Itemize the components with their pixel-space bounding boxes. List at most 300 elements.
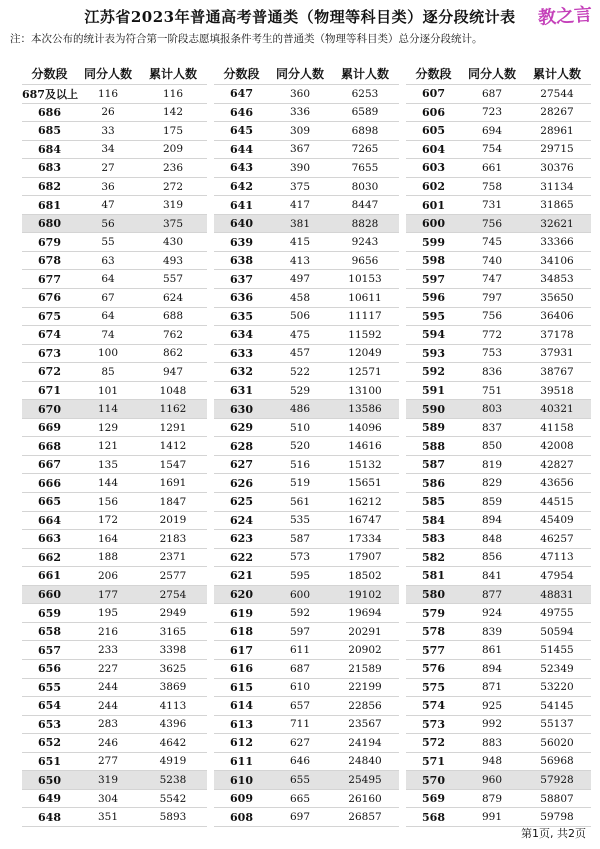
count-cell: 711 (289, 718, 311, 731)
page-number: 第1页, 共2页 (521, 827, 586, 840)
score-cell: 655 (38, 680, 61, 694)
table-row (22, 603, 207, 622)
table-row (406, 307, 591, 326)
table-row (406, 715, 591, 734)
score-cell: 642 (230, 180, 253, 193)
table-row (406, 121, 591, 140)
count-cell: 687 (289, 662, 311, 675)
count-cell: 510 (289, 421, 311, 434)
cumulative-cell: 2019 (159, 514, 187, 527)
count-cell: 772 (481, 328, 503, 341)
table-rows (214, 84, 399, 827)
count-cell: 522 (289, 365, 311, 378)
table-row (22, 269, 207, 288)
table-row (22, 529, 207, 548)
table-row (406, 381, 591, 400)
table-row (22, 399, 207, 418)
score-cell: 662 (38, 550, 61, 564)
count-cell: 497 (289, 273, 311, 286)
table-row (406, 770, 591, 789)
score-cell: 574 (422, 699, 445, 713)
score-cell: 598 (422, 254, 445, 268)
count-cell: 34 (101, 143, 115, 156)
score-cell: 683 (38, 161, 61, 175)
cumulative-cell: 3165 (159, 625, 187, 638)
score-cell: 593 (422, 346, 445, 360)
score-cell: 641 (230, 198, 253, 212)
cumulative-cell: 1412 (159, 440, 187, 453)
table-row (406, 807, 591, 826)
count-cell: 506 (289, 310, 311, 323)
count-cell: 244 (97, 699, 119, 712)
table-row (214, 659, 399, 678)
count-cell: 233 (97, 644, 119, 657)
score-cell: 653 (38, 717, 61, 731)
count-cell: 177 (97, 588, 119, 601)
table-row (214, 511, 399, 530)
table-row (406, 232, 591, 251)
count-cell: 458 (289, 291, 311, 304)
table-row (406, 158, 591, 177)
count-cell: 36 (101, 180, 115, 193)
score-cell: 601 (422, 198, 445, 212)
score-cell: 582 (422, 550, 445, 564)
count-cell: 227 (97, 662, 119, 675)
score-cell: 595 (422, 309, 445, 323)
cumulative-cell: 25495 (348, 774, 382, 786)
cumulative-cell: 557 (162, 273, 184, 286)
table-row (406, 659, 591, 678)
score-cell: 644 (230, 142, 253, 156)
count-cell: 694 (481, 124, 503, 137)
count-cell: 244 (97, 681, 119, 694)
count-cell: 877 (481, 588, 503, 601)
score-cell: 649 (38, 792, 61, 806)
cumulative-cell: 37178 (540, 328, 574, 341)
table-row (22, 103, 207, 122)
table-row (214, 344, 399, 363)
cumulative-cell: 52349 (540, 662, 574, 675)
cumulative-cell: 48831 (540, 588, 574, 601)
count-cell: 26 (101, 106, 115, 119)
cumulative-cell: 46257 (540, 532, 574, 545)
count-cell: 861 (481, 644, 503, 657)
cumulative-cell: 33366 (540, 236, 574, 249)
table-row (214, 195, 399, 214)
table-row (214, 770, 399, 789)
score-cell: 680 (38, 217, 61, 231)
score-cell: 607 (422, 87, 445, 101)
header-count: 同分人数 (467, 66, 516, 81)
cumulative-cell: 47113 (540, 551, 574, 564)
count-cell: 841 (481, 569, 503, 582)
cumulative-cell: 18502 (348, 569, 382, 582)
table-header (22, 62, 207, 84)
count-cell: 803 (481, 403, 503, 416)
cumulative-cell: 3398 (159, 644, 187, 657)
count-cell: 925 (481, 699, 503, 712)
score-cell: 668 (38, 439, 61, 453)
count-cell: 144 (97, 477, 119, 490)
cumulative-cell: 6898 (351, 124, 379, 137)
table-row (22, 121, 207, 140)
cumulative-cell: 20902 (348, 644, 382, 657)
cumulative-cell: 17907 (348, 551, 382, 564)
score-cell: 590 (422, 402, 445, 416)
score-cell: 577 (422, 643, 445, 657)
table-row (22, 158, 207, 177)
score-cell: 673 (38, 346, 61, 360)
cumulative-cell: 6589 (351, 106, 379, 119)
score-cell: 597 (422, 272, 445, 286)
count-cell: 415 (289, 236, 311, 249)
cumulative-cell: 1162 (159, 403, 187, 416)
score-cell: 640 (230, 217, 253, 231)
cumulative-cell: 43656 (540, 477, 574, 490)
table-row (22, 288, 207, 307)
table-row (214, 566, 399, 585)
table-row (22, 140, 207, 159)
table-row (22, 622, 207, 641)
cumulative-cell: 2183 (159, 532, 187, 545)
score-cell: 651 (38, 754, 61, 768)
count-cell: 216 (97, 625, 119, 638)
table-row (214, 622, 399, 641)
score-cell: 575 (422, 680, 445, 694)
cumulative-cell: 45409 (540, 514, 574, 527)
score-cell: 625 (230, 495, 253, 509)
cumulative-cell: 53220 (540, 681, 574, 694)
score-cell: 654 (38, 699, 61, 713)
score-cell: 658 (38, 625, 61, 639)
cumulative-cell: 947 (162, 365, 184, 378)
cumulative-cell: 56968 (540, 755, 574, 768)
score-cell: 621 (230, 569, 253, 583)
cumulative-cell: 17334 (348, 532, 382, 545)
cumulative-cell: 4396 (159, 718, 187, 731)
count-cell: 627 (289, 736, 311, 749)
table-row (214, 103, 399, 122)
cumulative-cell: 42008 (540, 440, 574, 453)
table-row (22, 436, 207, 455)
count-cell: 135 (97, 458, 119, 471)
cumulative-cell: 9243 (351, 236, 379, 249)
count-cell: 188 (97, 551, 119, 564)
table-row (214, 288, 399, 307)
table-row (406, 325, 591, 344)
cumulative-cell: 762 (162, 328, 184, 341)
score-cell: 617 (230, 643, 253, 657)
cumulative-cell: 34106 (540, 254, 574, 267)
score-cell: 587 (422, 458, 445, 472)
cumulative-cell: 59798 (540, 811, 574, 824)
score-cell: 666 (38, 476, 61, 490)
table-row (22, 678, 207, 697)
count-cell: 894 (481, 662, 503, 675)
cumulative-cell: 16212 (348, 495, 382, 508)
cumulative-cell: 28961 (540, 124, 574, 137)
score-cell: 610 (230, 773, 253, 787)
cumulative-cell: 27544 (540, 87, 574, 100)
score-cell: 637 (230, 272, 253, 286)
table-row (406, 288, 591, 307)
table-row (406, 103, 591, 122)
cumulative-cell: 32621 (540, 217, 574, 230)
count-cell: 600 (289, 588, 311, 601)
cumulative-cell: 12049 (348, 347, 382, 360)
score-cell: 632 (230, 365, 253, 379)
count-cell: 351 (97, 811, 119, 824)
score-cell: 618 (230, 625, 253, 639)
score-cell: 602 (422, 180, 445, 193)
score-cell: 633 (230, 346, 253, 360)
score-cell: 605 (422, 124, 445, 138)
count-cell: 665 (289, 792, 311, 805)
table-row (406, 362, 591, 381)
count-cell: 336 (289, 106, 311, 119)
cumulative-cell: 40321 (540, 403, 574, 416)
table-row (22, 362, 207, 381)
cumulative-cell: 11592 (348, 328, 382, 341)
score-cell: 581 (422, 569, 445, 583)
table-rows (22, 84, 207, 827)
table-row (214, 307, 399, 326)
count-cell: 27 (101, 161, 115, 174)
score-cell: 572 (422, 736, 445, 750)
cumulative-cell: 9656 (351, 254, 379, 267)
score-cell: 657 (38, 643, 61, 657)
cumulative-cell: 7655 (351, 161, 379, 174)
count-cell: 367 (289, 143, 311, 156)
table-row (214, 177, 399, 196)
count-cell: 991 (481, 811, 503, 824)
cumulative-cell: 15132 (348, 458, 382, 471)
score-cell: 656 (38, 662, 61, 676)
score-cell: 682 (38, 180, 61, 193)
score-cell: 569 (422, 792, 445, 806)
score-cell: 670 (38, 402, 61, 416)
score-cell: 609 (230, 792, 253, 806)
table-row (214, 214, 399, 233)
score-cell: 615 (230, 680, 253, 694)
table-row (406, 696, 591, 715)
table-row (214, 473, 399, 492)
table-row (406, 214, 591, 233)
table-row (214, 436, 399, 455)
table-row (406, 603, 591, 622)
score-cell: 674 (38, 328, 61, 342)
cumulative-cell: 16747 (348, 514, 382, 527)
table-row (214, 325, 399, 344)
table-row (22, 325, 207, 344)
table-row (214, 752, 399, 771)
cumulative-cell: 4919 (159, 755, 187, 768)
table-column-1 (22, 62, 207, 827)
cumulative-cell: 47954 (540, 569, 574, 582)
cumulative-cell: 21589 (348, 662, 382, 675)
cumulative-cell: 319 (162, 199, 184, 212)
cumulative-cell: 8828 (351, 217, 379, 230)
count-cell: 747 (481, 273, 503, 286)
table-row (406, 436, 591, 455)
score-cell: 584 (422, 513, 445, 527)
count-cell: 756 (481, 217, 503, 230)
count-cell: 610 (289, 681, 311, 694)
cumulative-cell: 862 (162, 347, 184, 360)
count-cell: 195 (97, 607, 119, 620)
score-cell: 578 (422, 625, 445, 639)
table-row (406, 566, 591, 585)
score-cell: 631 (230, 384, 253, 398)
table-row (406, 84, 591, 103)
score-cell: 645 (230, 124, 253, 138)
score-cell: 665 (38, 495, 61, 509)
table-row (406, 548, 591, 567)
score-cell: 635 (230, 309, 253, 323)
table-row (406, 511, 591, 530)
header-count: 同分人数 (83, 66, 132, 81)
cumulative-cell: 10153 (348, 273, 382, 286)
score-cell: 643 (230, 161, 253, 175)
count-cell: 381 (289, 217, 311, 230)
cumulative-cell: 209 (162, 143, 184, 156)
cumulative-cell: 4642 (159, 736, 187, 749)
score-cell: 687及以上 (22, 87, 78, 101)
cumulative-cell: 3625 (159, 662, 187, 675)
count-cell: 516 (289, 458, 311, 471)
table-row (406, 752, 591, 771)
cumulative-cell: 24840 (348, 755, 382, 768)
count-cell: 390 (289, 161, 311, 174)
score-cell: 630 (230, 402, 253, 416)
table-row (406, 492, 591, 511)
score-cell: 648 (38, 810, 61, 824)
count-cell: 924 (481, 607, 503, 620)
count-cell: 655 (289, 774, 311, 786)
score-cell: 611 (230, 754, 253, 768)
score-cell: 592 (422, 365, 445, 379)
table-row (22, 232, 207, 251)
cumulative-cell: 51455 (540, 644, 574, 657)
count-cell: 595 (289, 569, 311, 582)
score-cell: 619 (230, 606, 253, 620)
cumulative-cell: 35650 (540, 291, 574, 304)
count-cell: 64 (101, 273, 115, 286)
table-row (214, 251, 399, 270)
count-cell: 67 (101, 291, 115, 304)
score-cell: 620 (230, 588, 253, 602)
table-row (214, 678, 399, 697)
score-cell: 626 (230, 476, 253, 490)
count-cell: 33 (101, 124, 115, 137)
cumulative-cell: 430 (162, 236, 184, 249)
count-cell: 611 (289, 644, 311, 657)
count-cell: 879 (481, 792, 503, 805)
count-cell: 529 (289, 384, 311, 397)
cumulative-cell: 2949 (159, 607, 187, 620)
table-row (406, 733, 591, 752)
score-cell: 624 (230, 513, 253, 527)
table-row (22, 473, 207, 492)
count-cell: 597 (289, 625, 311, 638)
count-cell: 871 (481, 681, 503, 694)
table-row (22, 511, 207, 530)
table-row (406, 344, 591, 363)
table-row (406, 585, 591, 604)
count-cell: 731 (481, 199, 503, 212)
score-cell: 669 (38, 421, 61, 435)
cumulative-cell: 14096 (348, 421, 382, 434)
count-cell: 156 (97, 495, 119, 508)
count-cell: 101 (97, 384, 119, 397)
cumulative-cell: 22199 (348, 681, 382, 694)
count-cell: 417 (289, 199, 311, 212)
count-cell: 894 (481, 514, 503, 527)
table-row (214, 548, 399, 567)
cumulative-cell: 23567 (348, 718, 382, 731)
cumulative-cell: 37931 (540, 347, 574, 360)
score-cell: 675 (38, 309, 61, 323)
count-cell: 960 (481, 774, 503, 786)
score-cell: 646 (230, 105, 253, 119)
table-header (214, 62, 399, 84)
table-row (214, 492, 399, 511)
cumulative-cell: 31134 (540, 180, 574, 193)
table-row (22, 789, 207, 808)
count-cell: 839 (481, 625, 503, 638)
table-row (214, 696, 399, 715)
score-cell: 686 (38, 105, 61, 119)
cumulative-cell: 30376 (540, 161, 574, 174)
table-row (214, 789, 399, 808)
cumulative-cell: 13100 (348, 384, 382, 397)
count-cell: 309 (289, 124, 311, 137)
cumulative-cell: 5893 (159, 811, 187, 824)
count-cell: 850 (481, 440, 503, 453)
table-row (214, 362, 399, 381)
count-cell: 277 (97, 755, 119, 768)
count-cell: 758 (481, 180, 503, 193)
score-cell: 600 (422, 217, 445, 231)
count-cell: 319 (97, 774, 119, 786)
cumulative-cell: 272 (162, 180, 184, 193)
cumulative-cell: 19102 (348, 588, 382, 601)
score-cell: 627 (230, 458, 253, 472)
score-cell: 639 (230, 235, 253, 249)
count-cell: 829 (481, 477, 503, 490)
table-row (22, 251, 207, 270)
cumulative-cell: 12571 (348, 365, 382, 378)
cumulative-cell: 175 (162, 124, 184, 137)
count-cell: 56 (101, 217, 115, 230)
table-row (214, 399, 399, 418)
count-cell: 756 (481, 310, 503, 323)
score-cell: 676 (38, 291, 61, 305)
table-row (22, 84, 207, 103)
count-cell: 519 (289, 477, 311, 490)
score-cell: 608 (230, 810, 253, 824)
score-cell: 579 (422, 606, 445, 620)
count-cell: 883 (481, 736, 503, 749)
count-cell: 116 (97, 87, 119, 100)
table-row (22, 195, 207, 214)
count-cell: 745 (481, 236, 503, 249)
table-header (406, 62, 591, 84)
table-row (214, 715, 399, 734)
table-row (214, 84, 399, 103)
cumulative-cell: 5542 (159, 792, 187, 805)
count-cell: 121 (97, 440, 119, 453)
